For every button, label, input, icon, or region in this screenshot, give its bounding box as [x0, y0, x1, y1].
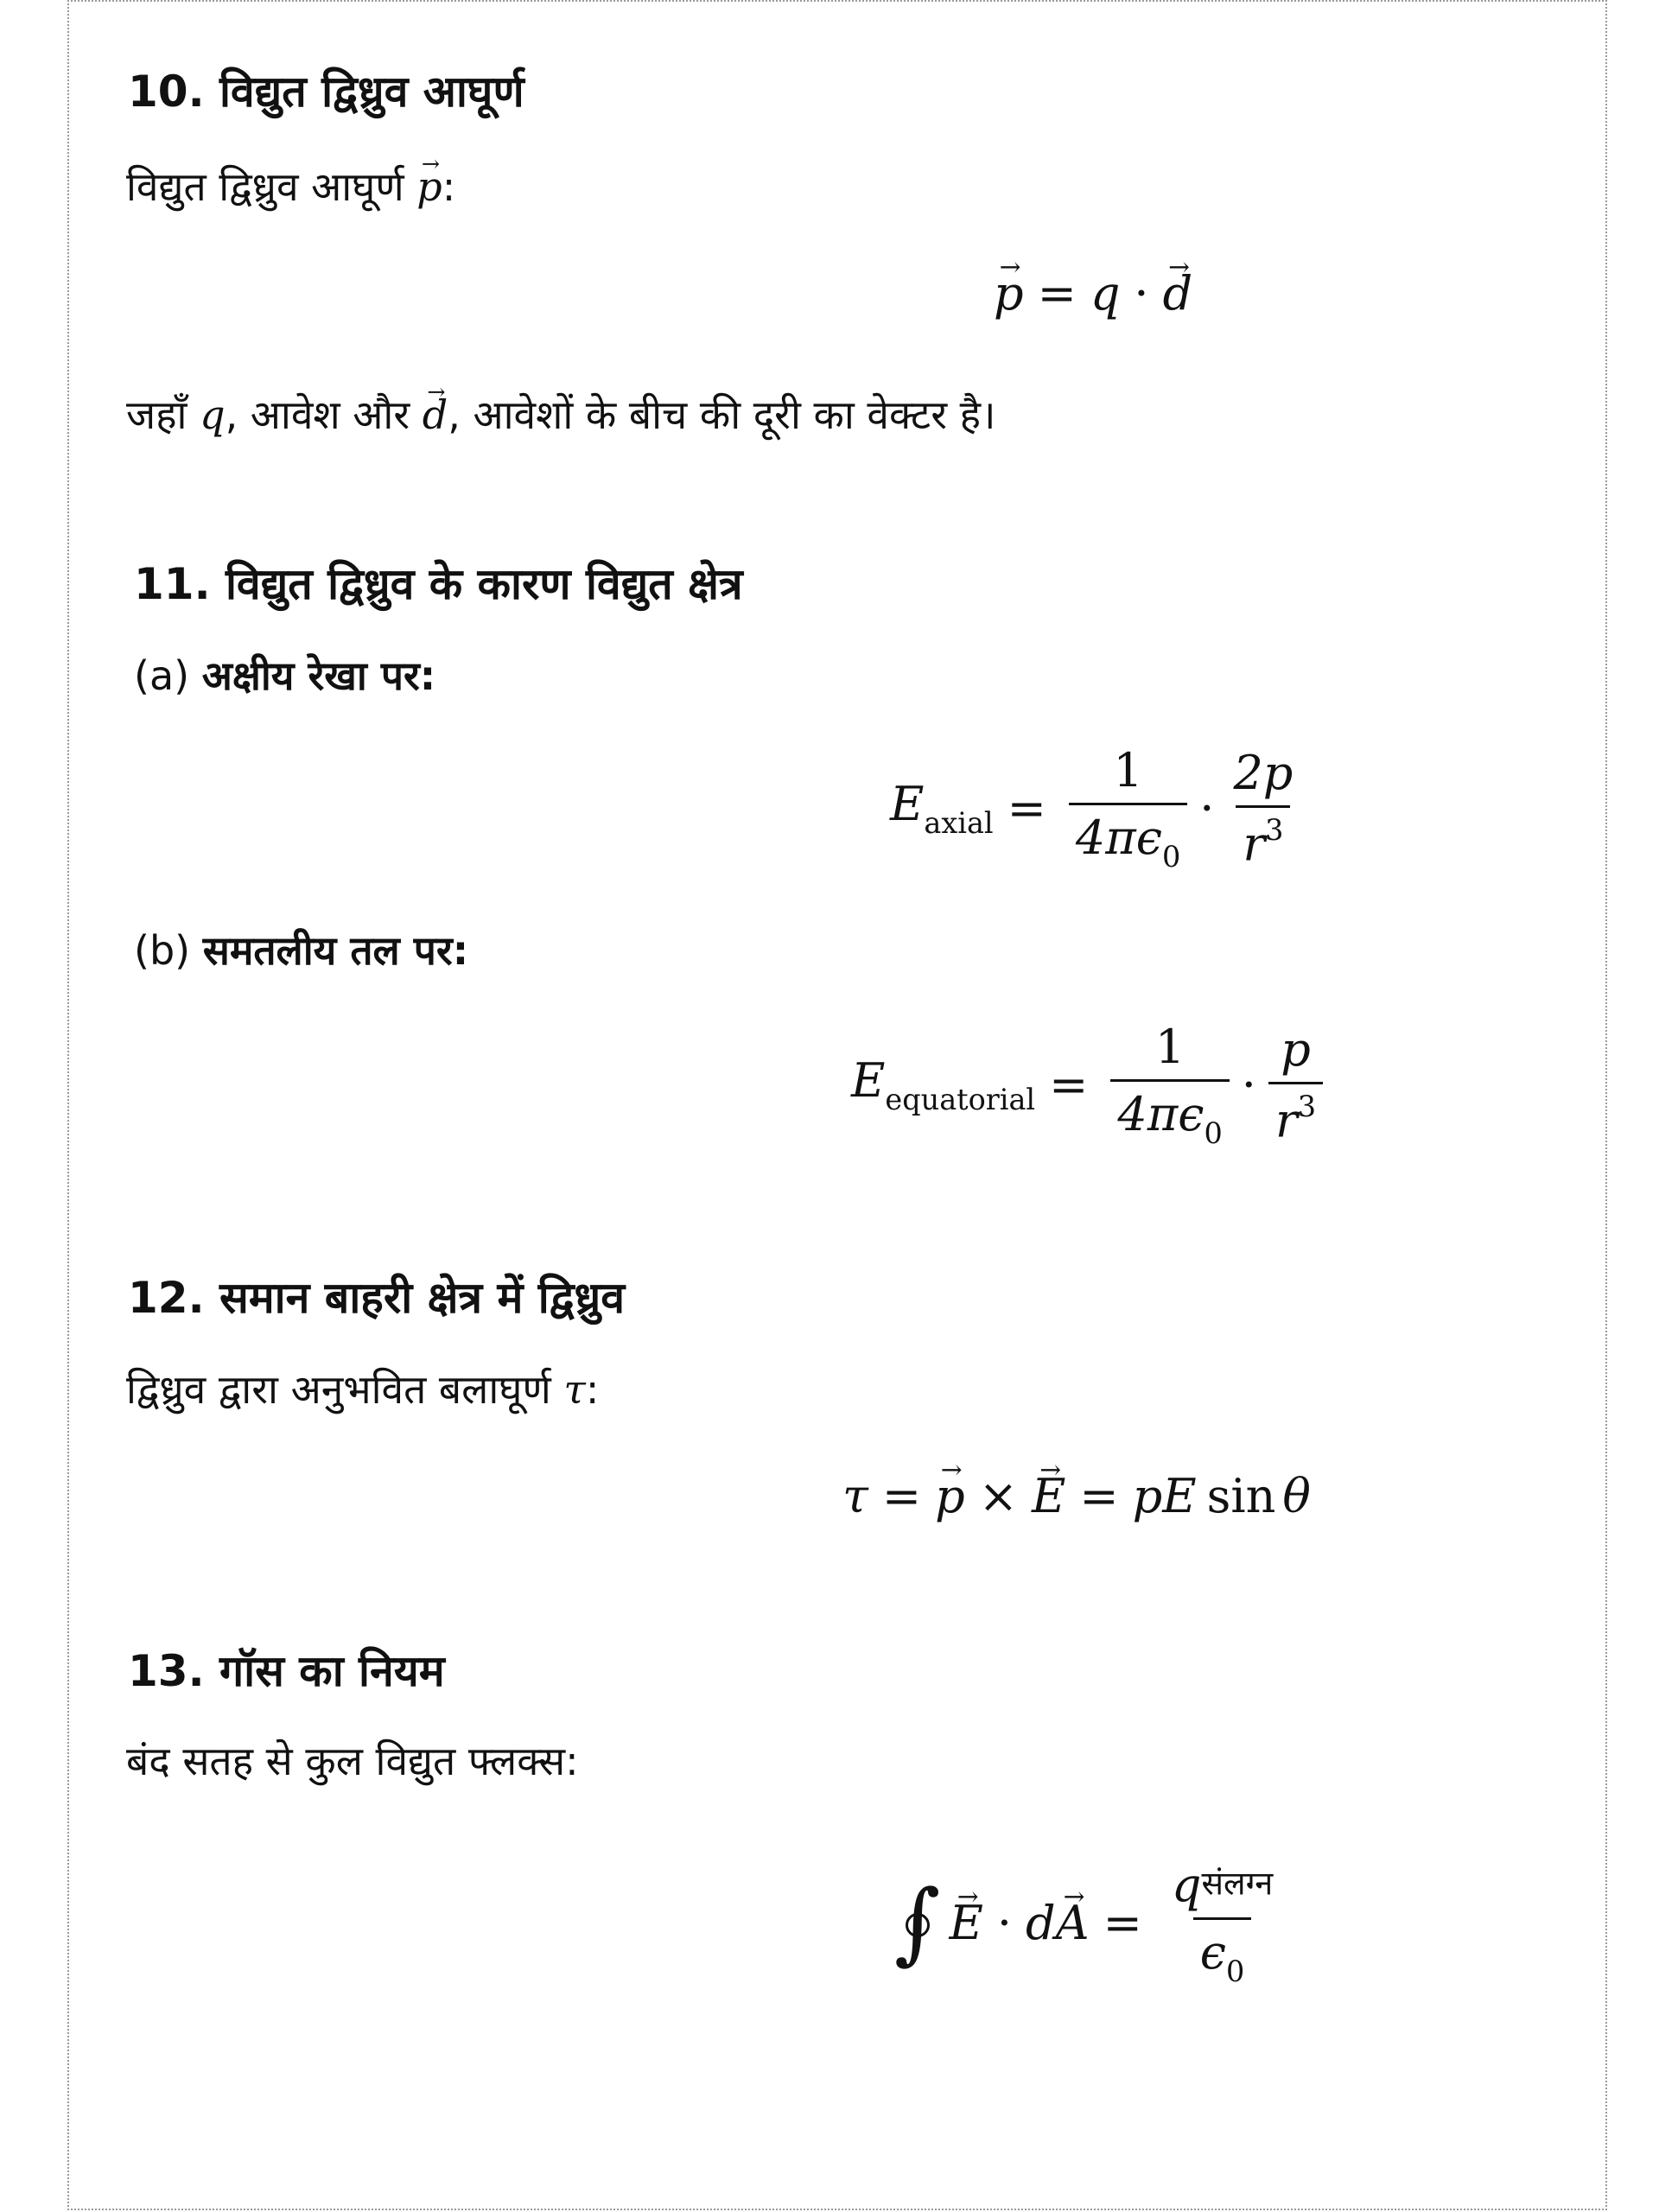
eqa-num1: 1	[1113, 743, 1143, 798]
eqa-den2-superscript: 3	[1265, 812, 1284, 847]
eq13-numerator: qसंलग्न	[1171, 1858, 1274, 1912]
section-10-intro	[126, 159, 455, 213]
eqa-dot: ·	[1199, 781, 1215, 836]
eqa-den2: $r^3$	[1236, 805, 1290, 871]
section-13-heading: 13. गॉस का नियम	[128, 1646, 445, 1696]
section-12-intro	[126, 1362, 599, 1415]
note-middle: , आवेश और	[225, 391, 410, 438]
eq10-q: q	[1090, 266, 1121, 321]
note-d: → d	[423, 391, 448, 438]
eq13-A: → A	[1056, 1896, 1090, 1950]
eqa-den1-subscript: 0	[1161, 840, 1181, 874]
eqb-den1-subscript: 0	[1204, 1116, 1223, 1151]
section-10-intro-colon: :	[442, 163, 456, 210]
eqb-dot: ·	[1241, 1058, 1256, 1113]
section-11b-marker: (b)	[134, 927, 191, 974]
note-q: q	[200, 391, 226, 438]
eq13-fraction	[1165, 1858, 1280, 1988]
dipole-moment-equation	[994, 266, 1192, 321]
section-12-intro-colon: :	[585, 1366, 600, 1413]
eq13-equals: =	[1103, 1896, 1142, 1951]
eq12-pE: pE	[1132, 1469, 1197, 1523]
section-11-heading: 11. विद्युत द्विध्रुव के कारण विद्युत क्षेत्र	[134, 559, 743, 609]
eq12-theta: θ	[1282, 1469, 1311, 1523]
eq10-dot: ·	[1134, 266, 1149, 321]
section-10-note	[126, 387, 996, 441]
eqa-fraction-1	[1069, 743, 1187, 874]
eq12-cross: ×	[978, 1469, 1018, 1523]
eq13-denominator: $\epsilon_0$	[1193, 1917, 1252, 1988]
eq12-sin: sin	[1206, 1469, 1276, 1523]
section-12-intro-text: द्विध्रुव द्वारा अनुभवित बलाघूर्ण	[126, 1366, 551, 1413]
section-11b-text: समतलीय तल पर:	[202, 927, 469, 974]
eqa-subscript: axial	[924, 806, 994, 841]
eq10-d: → d	[1163, 266, 1193, 321]
note-suffix: , आवेशों के बीच की दूरी का वेक्टर है।	[448, 391, 996, 438]
eq12-equals-1: =	[881, 1469, 922, 1523]
eqa-equals: =	[1007, 781, 1046, 836]
eqb-equals: =	[1049, 1058, 1089, 1113]
eq13-dot: ·	[996, 1896, 1013, 1951]
eq10-equals: =	[1037, 266, 1077, 321]
eqb-subscript: equatorial	[885, 1083, 1036, 1117]
eqb-num1: 1	[1154, 1020, 1185, 1074]
eqb-den2-superscript: 3	[1297, 1089, 1317, 1123]
axial-field-equation	[890, 743, 1308, 874]
eqb-num2: p	[1281, 1021, 1311, 1077]
section-11a-text: अक्षीय रेखा पर:	[201, 652, 436, 699]
section-13-intro: बंद सतह से कुल विद्युत फ्लक्स:	[126, 1738, 579, 1784]
eq13-numerator-subscript: संलग्न	[1201, 1864, 1274, 1903]
eqa-num2: 2p	[1233, 745, 1294, 800]
section-11b-label	[134, 923, 468, 976]
eqa-den1: $4\pi\epsilon_0$	[1069, 803, 1187, 874]
eqa-E: $E_{axial}$	[890, 777, 994, 841]
eq13-d: d	[1026, 1896, 1056, 1951]
note-prefix: जहाँ	[126, 391, 188, 438]
eqb-E: $E_{equatorial}$	[851, 1053, 1036, 1117]
section-12-intro-symbol: τ	[563, 1366, 586, 1413]
gauss-law-equation	[894, 1858, 1288, 1988]
eq12-E: → E	[1032, 1469, 1065, 1523]
eqa-fraction-2	[1226, 746, 1300, 871]
section-12-heading: 12. समान बाहरी क्षेत्र में द्विध्रुव	[128, 1273, 626, 1323]
eq12-equals-2: =	[1079, 1469, 1119, 1523]
document-page	[67, 0, 1607, 2210]
section-10-heading: 10. विद्युत द्विध्रुव आघूर्ण	[128, 67, 524, 117]
eqb-den1: $4\pi\epsilon_0$	[1110, 1079, 1229, 1150]
eq12-tau: τ	[842, 1469, 868, 1523]
section-10-intro-symbol: → p	[416, 163, 442, 210]
eqb-fraction-2	[1268, 1022, 1323, 1147]
equatorial-field-equation	[851, 1020, 1332, 1150]
eqb-den2: $r^3$	[1268, 1082, 1323, 1147]
section-10-intro-text: विद्युत द्विध्रुव आघूर्ण	[126, 163, 404, 210]
eq13-denominator-subscript: 0	[1226, 1955, 1245, 1989]
eqb-fraction-1	[1110, 1020, 1229, 1150]
eq12-p: → p	[935, 1469, 965, 1523]
torque-equation	[842, 1469, 1311, 1523]
eq13-contour-integral: ∫	[894, 1872, 941, 1975]
eq13-E: → E	[949, 1896, 982, 1950]
section-11a-label	[134, 648, 435, 702]
section-11a-marker: (a)	[134, 652, 190, 699]
eq10-p: → p	[994, 266, 1024, 321]
